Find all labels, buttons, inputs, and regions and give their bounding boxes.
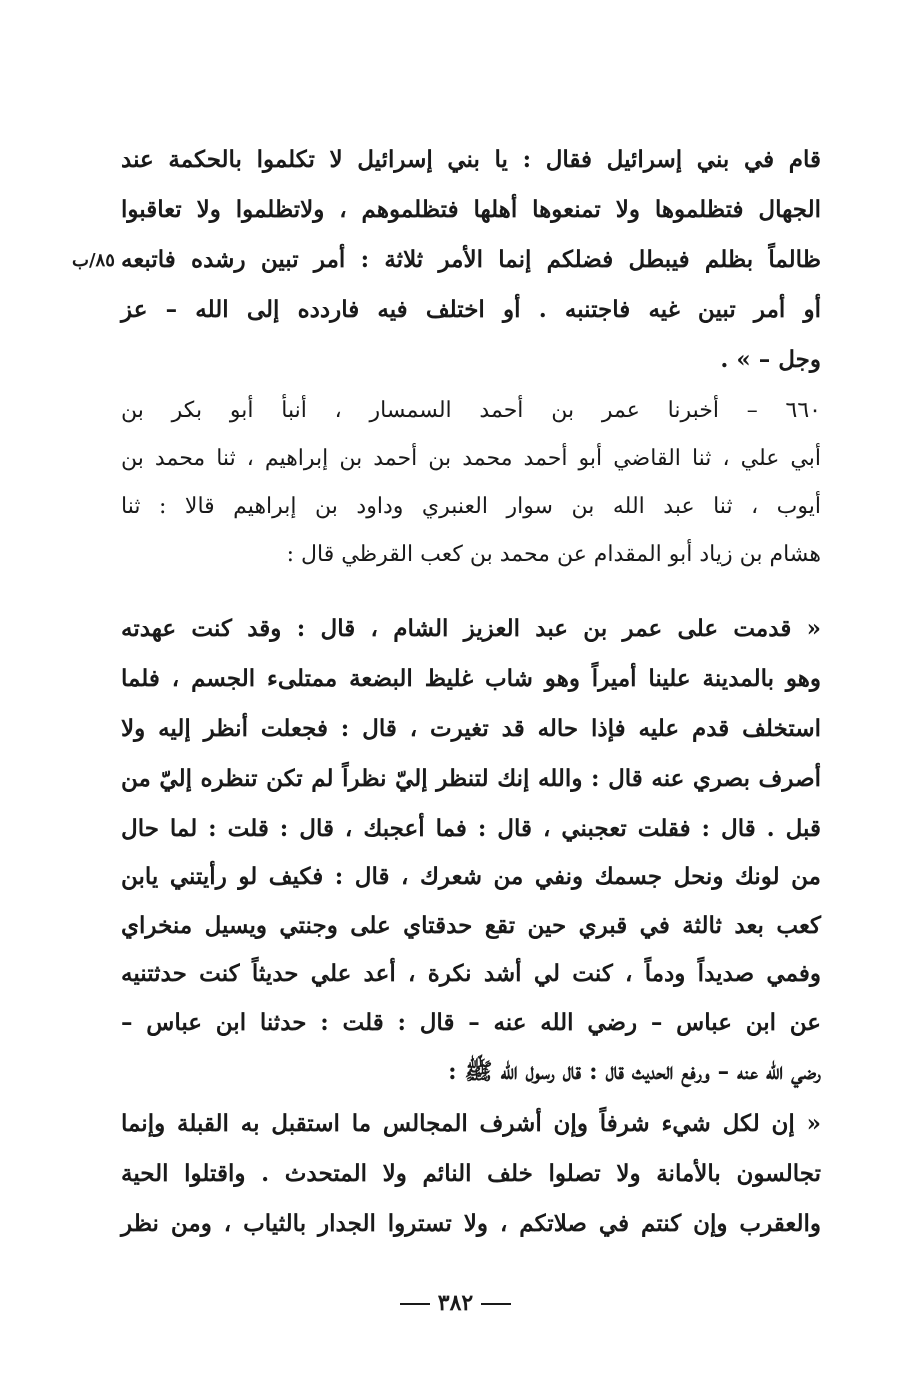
- text-line: استخلف قدم عليه فإذا حاله قد تغيرت ، قال : فجعلت أنظر إليه ولا: [121, 715, 821, 742]
- text-line: رضي الله عنه – ورفع الحديث قال : قال رسول الله ﷺ :: [448, 1058, 821, 1085]
- text-line: وجل – » .: [720, 346, 821, 373]
- text-line: « إن لكل شيء شرفاً وإن أشرف المجالس ما استقبل به القبلة وإنما: [121, 1110, 821, 1137]
- text-line: أيوب ، ثنا عبد الله بن سوار العنبري وداود بن إبراهيم قالا : ثنا: [121, 494, 821, 519]
- text-line: من لونك ونحل جسمك ونفي من شعرك ، قال : فكيف لو رأيتني يابن: [121, 863, 821, 890]
- text-line: « قدمت على عمر بن عبد العزيز الشام ، قال : وقد كنت عهدته: [121, 615, 821, 642]
- text-line: قام في بني إسرائيل فقال : يا بني إسرائيل لا تكلموا بالحكمة عند: [121, 146, 821, 173]
- text-line: عن ابن عباس – رضي الله عنه – قال : قلت : حدثنا ابن عباس –: [121, 1009, 821, 1036]
- text-line: قبل . قال : فقلت تعجبني ، قال : فما أعجبك ، قال : قلت : لما حال: [121, 815, 821, 842]
- page-number-dash-right: [481, 1303, 511, 1305]
- page-number: [0, 1290, 911, 1316]
- page-number-text: ٣٨٢: [437, 1290, 474, 1316]
- text-line: وهو بالمدينة علينا أميراً وهو شاب غليظ البضعة ممتلىء الجسم ، فلما: [121, 665, 821, 692]
- page-number-dash-left: [400, 1303, 430, 1305]
- text-line: أو أمر تبين غيه فاجتنبه . أو اختلف فيه فاردده إلى الله – عز: [121, 296, 821, 323]
- text-line: أبي علي ، ثنا القاضي أبو أحمد محمد بن أحمد بن إبراهيم ، ثنا محمد بن: [121, 446, 821, 471]
- text-line: وفمي صديداً ودماً ، كنت لي أشد نكرة ، أعد علي حديثاً كنت حدثتنيه: [121, 960, 821, 987]
- text-line: تجالسون بالأمانة ولا تصلوا خلف النائم ولا المتحدث . واقتلوا الحية: [121, 1160, 821, 1187]
- text-line: كعب بعد ثالثة في قبري حين تقع حدقتاي على وجنتي ويسيل منخراي: [121, 912, 821, 939]
- text-line: الجهال فتظلموها ولا تمنعوها أهلها فتظلموهم ، ولاتظلموا ولا تعاقبوا: [121, 196, 821, 223]
- text-line: والعقرب وإن كنتم في صلاتكم ، ولا تستروا الجدار بالثياب ، ومن نظر: [121, 1210, 821, 1237]
- text-line: أصرف بصري عنه قال : والله إنك لتنظر إليّ نظراً لم تكن تنظره إليّ من: [121, 765, 821, 792]
- text-line: هشام بن زياد أبو المقدام عن محمد بن كعب القرظي قال :: [286, 542, 821, 567]
- margin-folio-note: ٨٥/ب: [72, 250, 115, 271]
- text-line: ٦٦٠ – أخبرنا عمر بن أحمد السمسار ، أنبأ أبو بكر بن: [121, 398, 821, 423]
- text-line: ظالماً بظلم فيبطل فضلكم إنما الأمر ثلاثة : أمر تبين رشده فاتبعه: [121, 246, 821, 273]
